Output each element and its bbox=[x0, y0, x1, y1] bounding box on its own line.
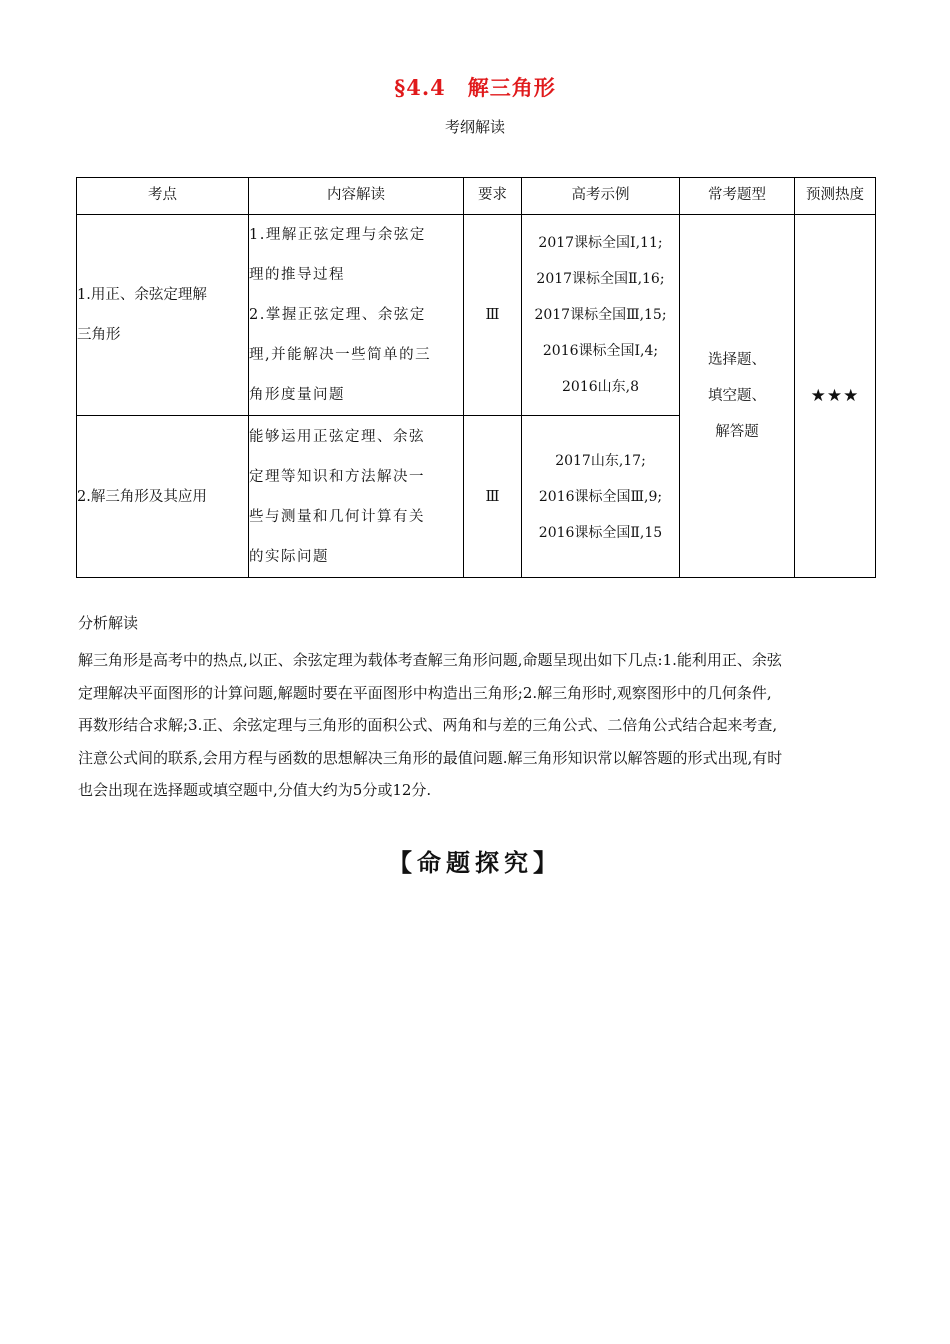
section-title: §4.4 解三角形 bbox=[394, 75, 556, 100]
table-header-row bbox=[77, 178, 876, 215]
cell-line: 三角形 bbox=[77, 327, 121, 343]
cell-line: 2017课标全国Ⅱ,16; bbox=[536, 271, 665, 287]
cell-line: 些与测量和几何计算有关 bbox=[249, 508, 425, 525]
examples-cell bbox=[522, 215, 680, 416]
cell-line: 能够运用正弦定理、余弦 bbox=[249, 428, 425, 445]
table-row bbox=[77, 215, 876, 416]
section-subtitle: 考纲解读 bbox=[444, 118, 505, 136]
cell-line: 填空题、 bbox=[708, 388, 766, 404]
paragraph-line: 注意公式间的联系,会用方程与函数的思想解决三角形的最值问题.解三角形知识常以解答题的形式出现,有时 bbox=[78, 748, 783, 767]
cell-line: 2016课标全国Ⅰ,4; bbox=[542, 343, 659, 359]
column-header: 高考示例 bbox=[522, 178, 680, 215]
column-header: 考点 bbox=[77, 178, 249, 215]
requirement-cell: Ⅲ bbox=[464, 416, 522, 578]
requirement-cell: Ⅲ bbox=[464, 215, 522, 416]
cell-line: 1.用正、余弦定理解 bbox=[77, 287, 207, 303]
paragraph-line: 也会出现在选择题或填空题中,分值大约为5分或12分. bbox=[78, 781, 432, 799]
question-type-cell bbox=[680, 215, 795, 578]
paragraph-line: 再数形结合求解;3.正、余弦定理与三角形的面积公式、两角和与差的三角公式、二倍角公式结合起来考查, bbox=[78, 716, 778, 734]
section-banner: 【命题探究】 bbox=[388, 849, 562, 877]
topic-cell bbox=[77, 215, 249, 416]
cell-line: 2.掌握正弦定理、余弦定 bbox=[249, 307, 426, 323]
heat-rating-cell: ★★★ bbox=[795, 215, 876, 578]
cell-line: 2017山东,17; bbox=[555, 452, 646, 469]
content-cell bbox=[249, 416, 464, 578]
cell-line: 2017课标全国Ⅰ,11; bbox=[538, 235, 663, 251]
analysis-paragraph bbox=[78, 644, 876, 807]
column-header: 常考题型 bbox=[680, 178, 795, 215]
column-header: 内容解读 bbox=[249, 178, 464, 215]
content-cell bbox=[249, 215, 464, 416]
paragraph-line: 解三角形是高考中的热点,以正、余弦定理为载体考查解三角形问题,命题呈现出如下几点:1.能利用正、余弦 bbox=[78, 651, 782, 669]
column-header: 要求 bbox=[464, 178, 522, 215]
syllabus-table bbox=[76, 177, 876, 578]
cell-line: 理的推导过程 bbox=[249, 267, 345, 283]
cell-line: 角形度量问题 bbox=[249, 387, 345, 403]
cell-line: 的实际问题 bbox=[249, 548, 329, 565]
cell-line: 选择题、 bbox=[708, 352, 766, 368]
paragraph-line: 定理解决平面图形的计算问题,解题时要在平面图形中构造出三角形;2.解三角形时,观察图形中的几何条件, bbox=[78, 683, 772, 702]
examples-cell bbox=[522, 416, 680, 578]
analysis-heading: 分析解读 bbox=[78, 614, 139, 632]
cell-line: 2017课标全国Ⅲ,15; bbox=[534, 307, 667, 323]
cell-line: 解答题 bbox=[715, 424, 759, 440]
cell-line: 2.解三角形及其应用 bbox=[77, 488, 207, 505]
cell-line: 2016课标全国Ⅱ,15 bbox=[538, 524, 663, 541]
cell-line: 理,并能解决一些简单的三 bbox=[249, 347, 432, 363]
cell-line: 1.理解正弦定理与余弦定 bbox=[249, 227, 426, 243]
cell-line: 定理等知识和方法解决一 bbox=[249, 468, 425, 485]
topic-cell bbox=[77, 416, 249, 578]
cell-line: 2016课标全国Ⅲ,9; bbox=[538, 488, 663, 505]
column-header: 预测热度 bbox=[795, 178, 876, 215]
cell-line: 2016山东,8 bbox=[562, 379, 639, 395]
